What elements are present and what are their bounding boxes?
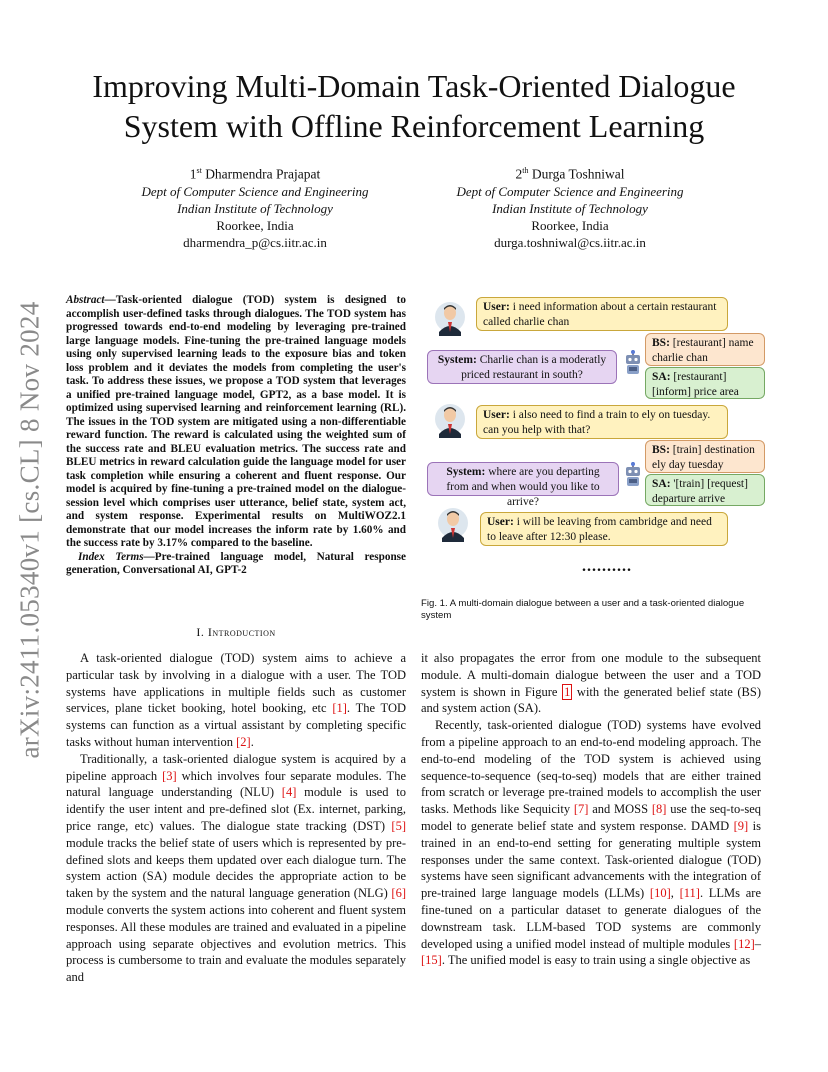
citation-link[interactable]: [ 8 ] xyxy=(652,802,667,816)
author-email: dharmendra_p@cs.iitr.ac.in xyxy=(183,234,327,250)
figure-caption: Fig. 1. A multi-domain dialogue between a user and a task-oriented dialogue system xyxy=(421,598,745,621)
citation-link[interactable]: [ 15 ] xyxy=(421,953,442,967)
abstract: Abstract—Task-oriented dialogue (TOD) system is designed to accomplish user-defined tasks through dialogues. The TOD system has progressed towards end-to-end modeling by leveraging pre-trained large language models. Fine-tuning the pre-trained language models using only supervised learning leads to the exposure bias and token loss problem and it deviates the models from completing the user's task. To address these issues, we propose a TOD system that leverages a unified pre-trained language model, GPT2, as a base model. It is optimized using supervised learning and reinforcement learning (RL). The issues in the TOD system are mitigated using a non-differentiable reward function. The reward is calculated using the weighted sum of the success rate and BLEU evaluation metrics. The success rate and BLEU metrics in reward calculation guide the language model for user task completion while ensuring a coherent and fluent response. Our model is acquired by fine-tuning a pre-trained model on the dialogue-session level which comprises user utterance, belief state, system act, and system response. Experimental results on MultiWOZ2.1 demonstrate that our model increases the inform rate by 1.60% and the success rate by 3.17% compared to the baseline. Index Terms—Pre-trained language model, Natural response generation, Conversational AI, GPT-2 xyxy=(66,294,406,576)
author-dept: Dept of Computer Science and Engineering xyxy=(456,183,684,199)
system-action-1: SA: [restaurant] [inform] price area xyxy=(645,367,765,399)
citation-link[interactable]: [ 3 ] xyxy=(162,769,177,783)
robot-icon xyxy=(623,462,643,488)
robot-icon xyxy=(623,350,643,376)
citation-link[interactable]: [ 2 ] xyxy=(236,735,251,749)
citation-link[interactable]: [ 5 ] xyxy=(391,819,406,833)
citation-link[interactable]: [ 9 ] xyxy=(734,819,749,833)
system-response-2: System: where are you departing from and when would you like to arrive? xyxy=(427,462,619,496)
user-utterance-1: User: i need information about a certain restaurant called charlie chan xyxy=(476,297,728,331)
user-avatar-icon xyxy=(438,508,468,542)
system-response-1: System: Charlie chan is a moderatly priced restaurant in south? xyxy=(427,350,617,384)
body-left-column: A task-oriented dialogue (TOD) system aims to achieve a particular task by involving in a dialogue with a user. The TOD systems have applications in multiple fields such as customer services, plane ticket booking, hotel booking, etc [ 1 ] . The TOD systems can function as a virtual assistant by completing specific tasks without human intervention [ 2 ] . Traditionally, a task-oriented dialogue system is acquired by a pipeline approach [ 3 ] which involves four separate modules. The natural language understanding (NLU) [ 4 ] module is used to identify the user intent and pre-defined slot (Ex. internet, parking, price range, etc) values. The dialogue state tracking (DST) [ 5 ] module tracks the belief state of users which is represented by pre-defined slots and keeps them updated over each dialogue turn. The system action (SA) module decides the appropriate action to be taken by the system and the natural language generation (NLG) [ 6 ] module converts the system actions into coherent and fluent system responses. All these modules are trained and evaluated in a pipeline approach using separate objectives and evolution metrics. This process is cumbersome to train and evaluate the modules separately and xyxy=(66,650,406,986)
arxiv-side-stamp: arXiv:2411.05340v1 [cs.CL] 8 Nov 2024 xyxy=(14,301,45,759)
citation-link[interactable]: [ 12 ] xyxy=(734,937,755,951)
author-institute: Indian Institute of Technology xyxy=(177,200,333,216)
system-action-2: SA: '[train] [request] departure arrive xyxy=(645,474,765,506)
author-name: 2th Durga Toshniwal xyxy=(515,166,625,182)
author-city: Roorkee, India xyxy=(531,217,609,233)
paper-title: Improving Multi-Domain Task-Oriented Dialogue System with Offline Reinforcement Learning xyxy=(92,68,736,144)
body-right-column: it also propagates the error from one module to the subsequent module. A multi-domain dialogue between the user and a TOD system is shown in Figure 1 with the generated belief state (BS) and system action (SA). Recently, task-oriented dialogue (TOD) systems have evolved from a pipeline approach to an end-to-end modeling approach. The end-to-end modeling of the TOD system is achieved using sequence-to-sequence (seq-to-seq) models that are either trained from scratch or leverage pre-trained models to accomplish the user tasks. Methods like Sequicity [ 7 ] and MOSS [ 8 ] use the seq-to-seq model to generate belief state and system response. DAMD [ 9 ] is trained in an end-to-end setting for generating multiple system responses under the same context. Task-oriented dialogue (TOD) systems have seen significant advancements with the integration of pre-trained large language models (LLMs) [ 10 ] , [ 11 ] . LLMs are fine-tuned on a particular dataset to generate dialogues of the downstream task. LLM-based TOD systems are commonly developed using a unified model instead of multiple modules [ 12 ] –[ 15 ] . The unified model is easy to train using a single objective as xyxy=(421,650,761,969)
citation-link[interactable]: [ 11 ] xyxy=(680,886,700,900)
figure-link[interactable]: 1 xyxy=(564,684,571,699)
citation-link[interactable]: [ 6 ] xyxy=(391,886,406,900)
continuation-dots: .......... xyxy=(582,558,632,575)
author-name: 1st Dharmendra Prajapat xyxy=(189,166,321,182)
author-block-1 xyxy=(105,162,405,251)
user-utterance-2: User: i also need to find a train to ely on tuesday. can you help with that? xyxy=(476,405,728,439)
citation-link[interactable]: [ 10 ] xyxy=(650,886,671,900)
section-heading: I. Introduction xyxy=(196,625,276,639)
author-block-2 xyxy=(420,162,720,251)
user-avatar-icon xyxy=(435,404,465,438)
belief-state-2: BS: [train] destination ely day tuesday xyxy=(645,440,765,473)
author-city: Roorkee, India xyxy=(216,217,294,233)
user-utterance-3: User: i will be leaving from cambridge and need to leave after 12:30 please. xyxy=(480,512,728,546)
citation-link[interactable]: [ 7 ] xyxy=(574,802,589,816)
belief-state-1: BS: [restaurant] name charlie chan xyxy=(645,333,765,366)
author-institute: Indian Institute of Technology xyxy=(492,200,648,216)
citation-link[interactable]: [ 4 ] xyxy=(282,785,297,799)
author-email: durga.toshniwal@cs.iitr.ac.in xyxy=(494,234,646,250)
user-avatar-icon xyxy=(435,302,465,336)
citation-link[interactable]: [ 1 ] xyxy=(332,701,347,715)
author-dept: Dept of Computer Science and Engineering xyxy=(141,183,369,199)
